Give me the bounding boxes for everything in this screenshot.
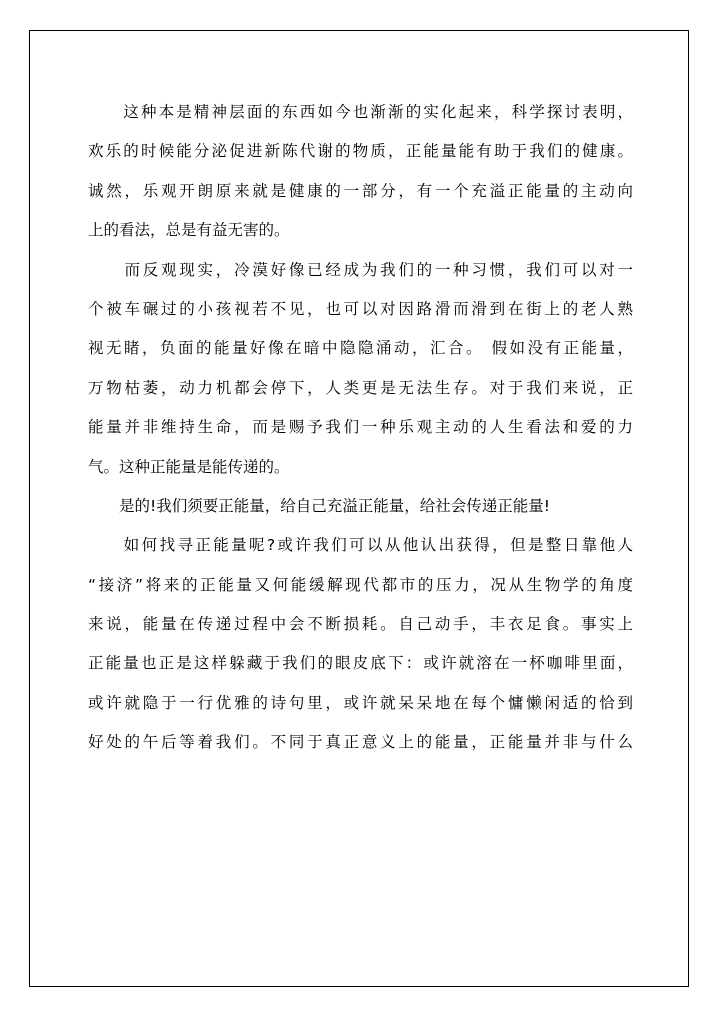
text-line: 上的看法，总是有益无害的。: [88, 221, 290, 240]
text-line: 欢乐的时候能分泌促进新陈代谢的物质，正能量能有助于我们的健康。: [88, 142, 633, 161]
text-line: 诚然，乐观开朗原来就是健康的一部分，有一个充溢正能量的主动向: [88, 181, 633, 200]
text-line: 或许就隐于一行优雅的诗句里，或许就呆呆地在每个慵懒闲适的恰到: [88, 693, 633, 712]
text-line: 这种本是精神层面的东西如今也渐渐的实化起来，科学探讨表明，: [88, 103, 633, 121]
text-line: 能量并非维持生命，而是赐予我们一种乐观主动的人生看法和爱的力: [88, 418, 633, 437]
text-line: 好处的午后等着我们。不同于真正意义上的能量，正能量并非与什么: [88, 733, 633, 752]
text-line: 是的!我们须要正能量，给自己充溢正能量，给社会传递正能量!: [88, 496, 550, 515]
text-line: 气。这种正能量是能传递的。: [88, 457, 290, 476]
text-line: 如何找寻正能量呢?或许我们可以从他认出获得，但是整日靠他人: [88, 536, 633, 555]
text-line: 万物枯萎，动力机都会停下，人类更是无法生存。对于我们来说，正: [88, 378, 633, 397]
text-line: 视无睹，负面的能量好像在暗中隐隐涌动，汇合。 假如没有正能量，: [88, 339, 633, 358]
text-line: 而反观现实，冷漠好像已经成为我们的一种习惯，我们可以对一: [88, 260, 633, 279]
text-line: 来说，能量在传递过程中会不断损耗。自己动手，丰衣足食。事实上: [88, 615, 633, 634]
document-body: [88, 93, 633, 763]
text-line: “接济”将来的正能量又何能缓解现代都市的压力，况从生物学的角度: [88, 575, 633, 594]
text-line: 个被车碾过的小孩视若不见，也可以对因路滑而滑到在街上的老人熟: [88, 299, 633, 318]
text-line: 正能量也正是这样躲藏于我们的眼皮底下：或许就溶在一杯咖啡里面，: [88, 654, 633, 673]
